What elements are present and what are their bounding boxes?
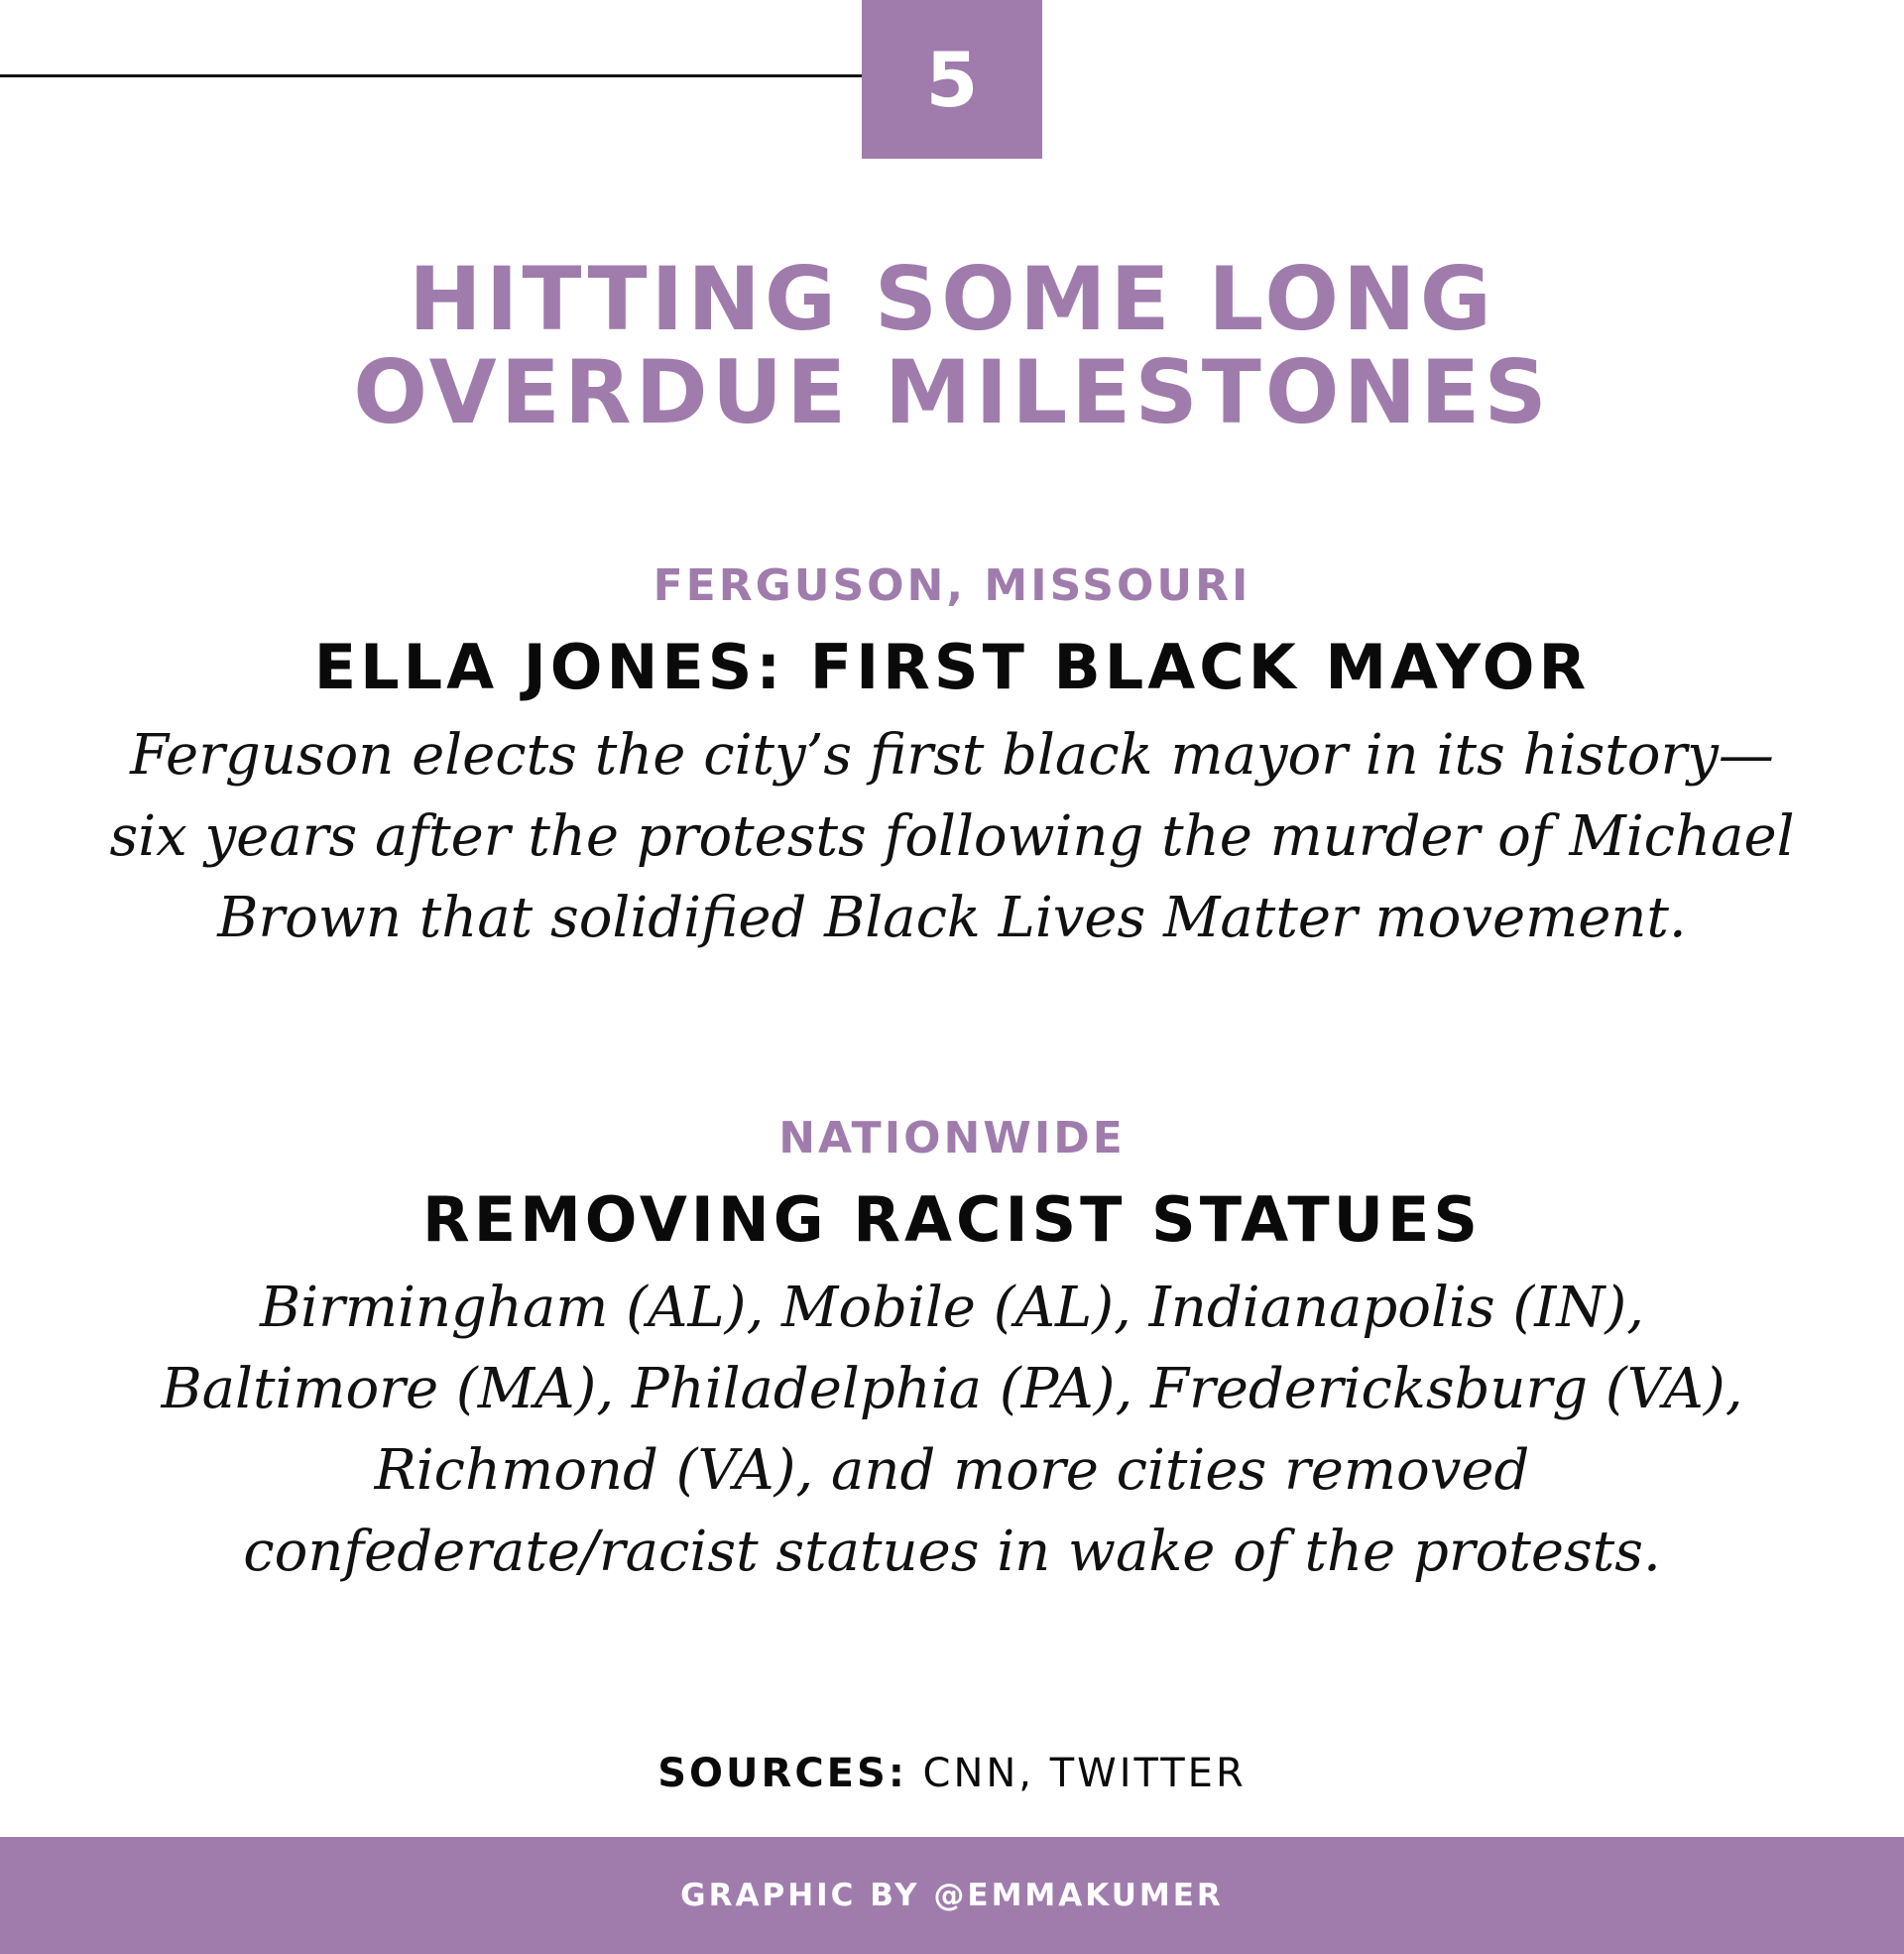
milestone-title: ELLA JONES: FIRST BLACK MAYOR: [313, 631, 1591, 703]
top-divider-line: [0, 74, 863, 77]
milestone-nationwide: [0, 1113, 1904, 1593]
description-line: six years after the protests following the murder of Michael: [109, 804, 1795, 869]
slide-number-badge: [862, 0, 1042, 159]
description-line: confederate/racist statues in wake of the protests.: [243, 1520, 1661, 1584]
headline-line-1: HITTING SOME LONG: [409, 248, 1495, 350]
description-line: Ferguson elects the city’s first black mayor in its history—: [130, 723, 1774, 788]
headline-line-2: OVERDUE MILESTONES: [353, 341, 1551, 443]
sources-value: CNN, TWITTER: [922, 1751, 1247, 1796]
sources-label: SOURCES:: [657, 1751, 907, 1796]
headline: [0, 248, 1904, 443]
footer-credit: GRAPHIC BY @EMMAKUMER: [680, 1878, 1224, 1913]
description-line: Richmond (VA), and more cities removed: [374, 1438, 1530, 1503]
milestone-location: FERGUSON, MISSOURI: [653, 560, 1251, 611]
milestone-description: [0, 715, 1904, 959]
milestone-title: REMOVING RACIST STATUES: [421, 1183, 1482, 1256]
sources-line: [0, 1751, 1904, 1796]
slide-number: 5: [925, 35, 979, 124]
footer-bar: [0, 1837, 1904, 1954]
description-line: Baltimore (MA), Philadelphia (PA), Fredericksburg (VA),: [161, 1357, 1743, 1421]
milestone-ferguson: [0, 560, 1904, 959]
milestone-description: [0, 1268, 1904, 1593]
description-line: Birmingham (AL), Mobile (AL), Indianapolis (IN),: [260, 1276, 1644, 1340]
milestone-location: NATIONWIDE: [778, 1113, 1126, 1163]
description-line: Brown that solidified Black Lives Matter movement.: [217, 886, 1687, 950]
